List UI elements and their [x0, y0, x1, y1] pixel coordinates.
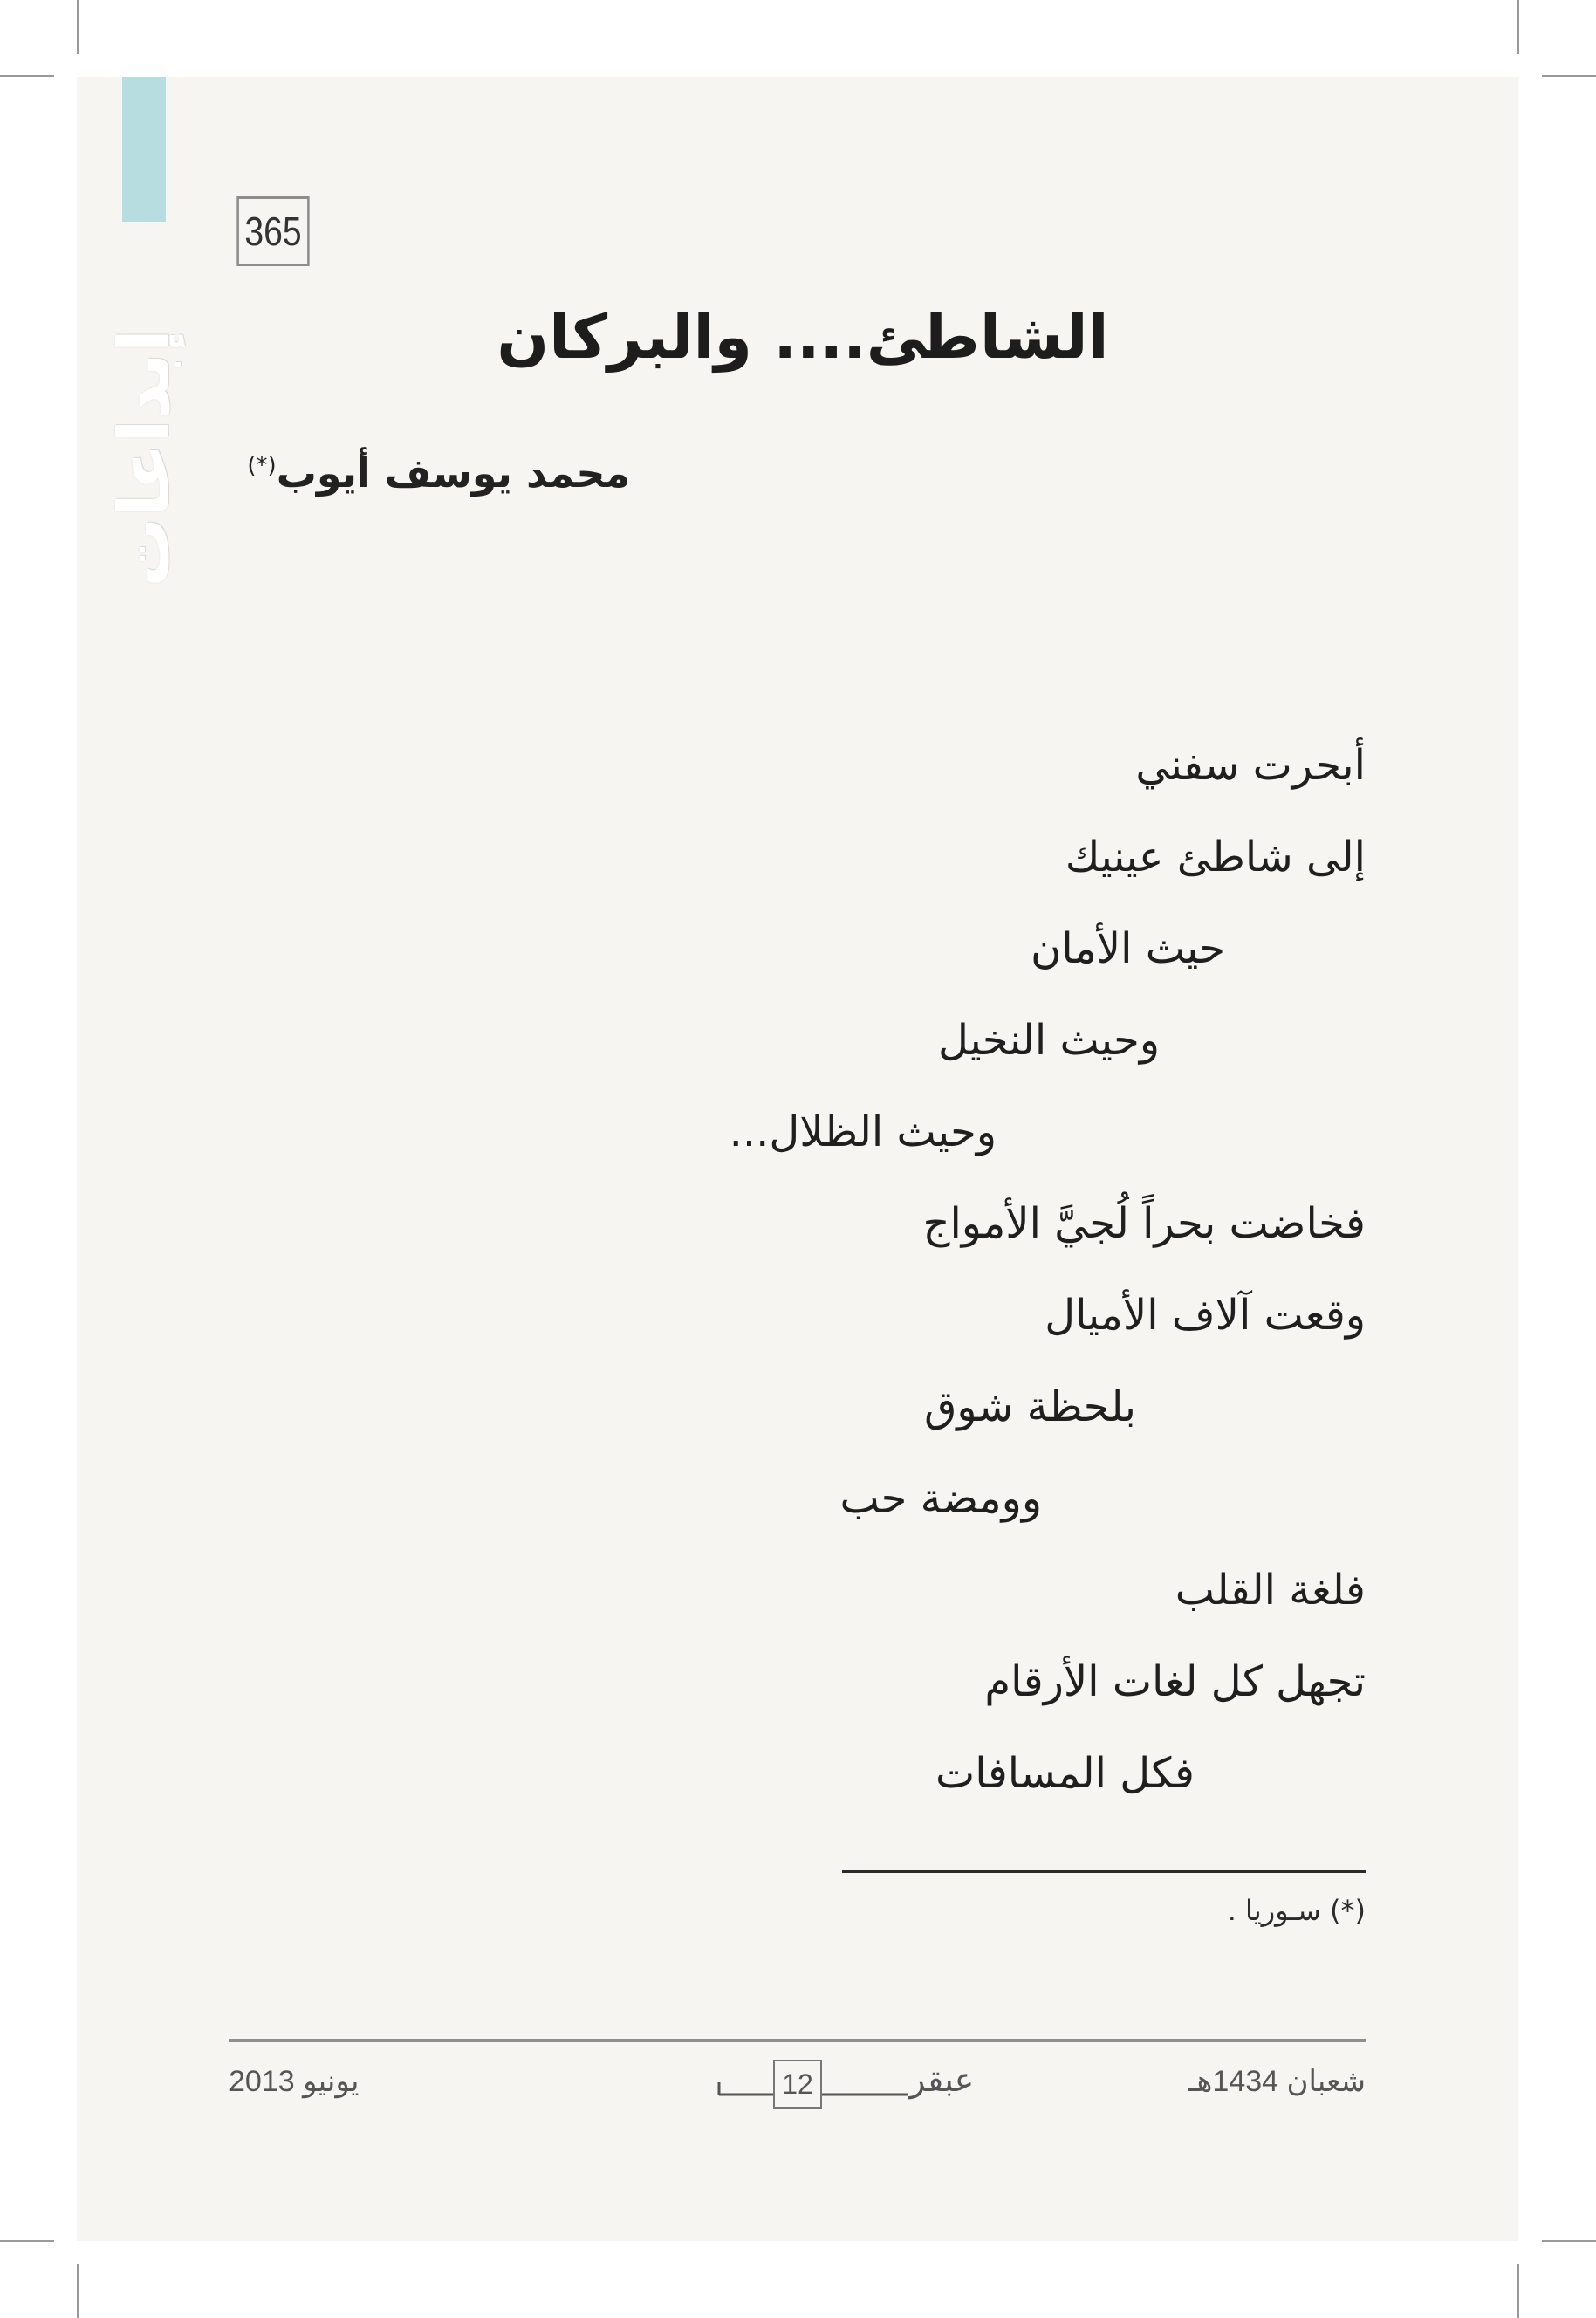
section-label: إبداعات: [104, 328, 185, 588]
poem-title: الشاطئ.... والبركان: [497, 301, 1109, 373]
crop-mark: [77, 0, 79, 54]
author-name: محمد يوسف أيوب: [276, 449, 630, 497]
crop-mark: [0, 75, 54, 77]
verse-line: إلى شاطئ عينيك: [1065, 833, 1366, 881]
crop-mark: [77, 2264, 79, 2318]
crop-mark: [1542, 75, 1596, 77]
footnote-marker: (*): [247, 452, 277, 479]
crop-mark: [0, 2240, 54, 2242]
crop-mark: [1517, 0, 1519, 54]
verse-line: فخاضت بحراً لُجيَّ الأمواج: [922, 1199, 1366, 1248]
verse-line: أبحرت سفني: [1135, 741, 1366, 790]
issue-number: 12: [773, 2060, 822, 2109]
verse-line: فلغة القلب: [1175, 1566, 1366, 1615]
footnote-divider: [842, 1870, 1366, 1873]
crop-mark: [1517, 2264, 1519, 2318]
crop-mark: [1542, 2240, 1596, 2242]
footnote: (*) سـوريا .: [1227, 1894, 1366, 1927]
verse-line: وقعت آلاف الأميال: [1045, 1291, 1366, 1340]
author-byline: [229, 449, 630, 497]
verse-line: وحيث النخيل: [938, 1016, 1160, 1065]
footer-divider: [229, 2039, 1366, 2042]
page-number: 365: [236, 196, 309, 266]
verse-line: وومضة حب: [839, 1474, 1042, 1523]
footer-gregorian-date: يونيو 2013: [229, 2065, 360, 2098]
verse-line: حيث الأمان: [1031, 924, 1225, 973]
verse-line: بلحظة شوق: [924, 1382, 1136, 1431]
verse-line: تجهل كل لغات الأرقام: [984, 1657, 1366, 1706]
verse-line: فكل المسافات: [935, 1749, 1195, 1798]
footer-hijri-date: شعبان 1434هـ: [1188, 2065, 1366, 2098]
verse-line: وحيث الظلال...: [729, 1108, 997, 1156]
magazine-name: عبقر: [909, 2061, 975, 2099]
section-accent-bar: [122, 77, 166, 222]
footer-magazine-logo: [716, 2056, 975, 2112]
